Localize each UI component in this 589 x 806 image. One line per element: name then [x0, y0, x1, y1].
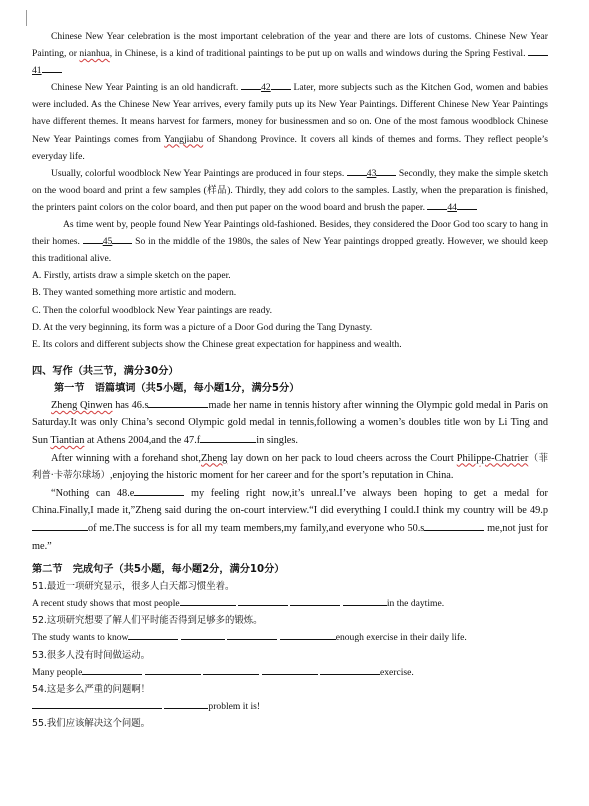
- q53-chinese: 53.很多人没有时间做运动。: [32, 649, 151, 661]
- court-name: Philippe-Chatrier: [456, 452, 529, 464]
- blank-52-1[interactable]: [128, 629, 178, 640]
- reading-paragraph-1: Chinese New Year celebration is the most important celebration of the year and there are lots of customs. Chinese New Year Painting, or nianhua, in Chinese, is a kind of traditional paintings to be put up on walls and windows during the Spring Festival. 41: [32, 31, 548, 77]
- cloze-paragraph-2: After winning with a forehand shot,Zheng lay down on her pack to loud cheers across the Court Philippe-Chatrier（菲利普·卡蒂尔球场）,enjoying the historic moment for her career and for the sport’s reputation in China.: [32, 452, 548, 482]
- q53-english: Many people exercise.: [32, 664, 548, 681]
- question-number-44: 44: [447, 201, 457, 213]
- section-2-title: 第二节 完成句子（共5小题，每小题2分，满分10分）: [32, 564, 285, 576]
- blank-49[interactable]: [32, 520, 88, 531]
- blank-52-2[interactable]: [181, 629, 225, 640]
- option-a: A. Firstly, artists draw a simple sketch on the paper.: [32, 270, 231, 282]
- q54-chinese: 54.这是多么严重的问题啊！: [32, 683, 151, 695]
- writing-section-title: 四、写作（共三节，满分30分）: [32, 365, 179, 377]
- blank-53-1[interactable]: [82, 664, 142, 675]
- blank-51-2[interactable]: [238, 595, 288, 606]
- q52-chinese: 52.这项研究想要了解人们平时能否得到足够多的锻炼。: [32, 615, 263, 627]
- q52-english: The study wants to know enough exercise in their daily life.: [32, 629, 548, 646]
- q55-chinese: 55.我们应该解决这个问题。: [32, 717, 151, 729]
- court-name-chinese: （菲利普·卡蒂尔球场）: [32, 452, 548, 482]
- blank-53-5[interactable]: [320, 664, 380, 675]
- blank-45-left[interactable]: [83, 233, 103, 244]
- word-nianhua: nianhua: [79, 48, 110, 60]
- word-yangjiabu: Yangjiabu: [164, 133, 204, 145]
- q51-english: A recent study shows that most people in the daytime.: [32, 595, 548, 612]
- blank-50[interactable]: [424, 520, 484, 531]
- blank-45-right[interactable]: [112, 233, 132, 244]
- q51-chinese: 51.最近一项研究显示，很多人白天都习惯坐着。: [32, 581, 235, 593]
- question-number-41: 41: [32, 65, 42, 77]
- option-d: D. At the very beginning, its form was a picture of a Door God during the Tang Dynasty.: [32, 321, 373, 333]
- blank-42-left[interactable]: [241, 79, 261, 90]
- blank-48[interactable]: [134, 485, 184, 496]
- page-corner-mark: [26, 10, 37, 26]
- blank-41-right[interactable]: [42, 62, 62, 73]
- blank-53-2[interactable]: [145, 664, 201, 675]
- blank-42-right[interactable]: [271, 79, 291, 90]
- blank-53-4[interactable]: [262, 664, 318, 675]
- option-b: B. They wanted something more artistic and modern.: [32, 287, 237, 299]
- name-zheng: Zheng: [201, 452, 228, 464]
- blank-52-3[interactable]: [227, 629, 277, 640]
- section-1-title: 第一节 语篇填词（共5小题，每小题1分，满分5分）: [54, 382, 300, 394]
- option-c: C. Then the colorful woodblock New Year paintings are ready.: [32, 304, 273, 316]
- exam-page: [32, 28, 548, 732]
- blank-51-3[interactable]: [290, 595, 340, 606]
- blank-54-1[interactable]: [32, 698, 162, 709]
- blank-52-4[interactable]: [280, 629, 336, 640]
- q54-english: problem it is!: [32, 698, 548, 715]
- reading-paragraph-3: Usually, colorful woodblock New Year Paintings are produced in four steps. 43 Secondly, they make the simple sketch on the wood board and print a few samples (样品). Thirdly, they add colors to the samples. Lastly, when the preparation is finished, the printers paint colors on the color board, and then put paper on the wood board and brush the paper. 44: [32, 165, 548, 216]
- blank-51-1[interactable]: [180, 595, 236, 606]
- blank-44-left[interactable]: [427, 199, 447, 210]
- blank-46[interactable]: [148, 397, 208, 408]
- option-e: E. Its colors and different subjects show the Chinese great expectation for happiness and wealth.: [32, 338, 402, 350]
- blank-53-3[interactable]: [203, 664, 259, 675]
- name-tiantian: Tiantian: [50, 434, 85, 446]
- cloze-paragraph-3: “Nothing can 48.e my feeling right now,it’s unreal.I’ve always been hoping to get a medal for China.Finally,I made it,”Zheng said during the on-court interview.“I did everything I could.I think my country will be 49.pof me.The success is for all my team members,my family,and everyone who 50.s me,not just for me.”: [32, 485, 548, 555]
- reading-paragraph-2: Chinese New Year Painting is an old handicraft. 42 Later, more subjects such as the Kitchen God, women and babies were included. As the Chinese New Year arrives, every family puts up its New Year Paintings. Different Chinese New Year Paintings have different themes. It means harvest for farmers, money for businessmen and so on. One of the most famous woodblock Chinese New Year Paintings comes from Yangjiabu of Shandong Province. It covers all kinds of themes and forms. They reflect people’s everyday life.: [32, 79, 548, 164]
- reading-paragraph-4: As time went by, people found New Year Paintings old-fashioned. Besides, they considered the Door God too scary to hang in their homes. 45 So in the middle of the 1980s, the sales of New Year paintings dropped greatly. However, we should keep this traditional alive.: [32, 219, 548, 265]
- blank-54-2[interactable]: [164, 698, 208, 709]
- cloze-paragraph-1: Zheng Qinwen has 46.s made her name in tennis history after winning the Olympic gold medal in Paris on Saturday.It was only China’s second Olympic gold medal in tennis,following a women’s doubles title won by Li Ting and Sun Tiantian at Athens 2004,and the 47.f in singles.: [32, 397, 548, 450]
- blank-44-right[interactable]: [457, 199, 477, 210]
- blank-47[interactable]: [200, 432, 256, 443]
- blank-41-left[interactable]: [528, 45, 548, 56]
- question-number-43: 43: [366, 167, 377, 179]
- blank-51-4[interactable]: [343, 595, 387, 606]
- question-number-45: 45: [102, 236, 113, 248]
- blank-43-right[interactable]: [376, 165, 396, 176]
- blank-43-left[interactable]: [347, 165, 367, 176]
- name-zheng-qinwen: Zheng Qinwen: [51, 399, 113, 411]
- question-number-42: 42: [261, 82, 271, 94]
